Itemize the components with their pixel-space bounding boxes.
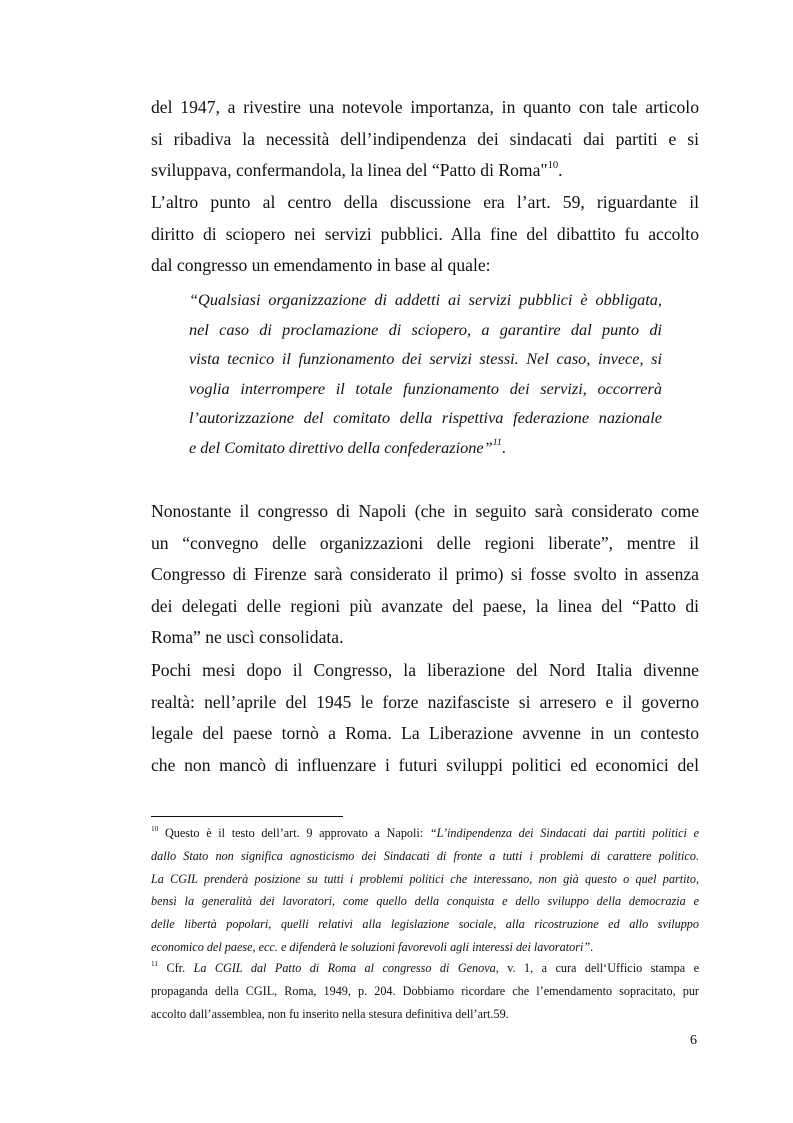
quote-line: nel caso di proclamazione di sciopero, a garantire dal punto di (189, 319, 662, 339)
text-line: che non mancò di influenzare i futuri sviluppi politici ed economici del (151, 754, 699, 775)
paragraph-1 (151, 92, 699, 187)
text-line: diritto di sciopero nei servizi pubblici. Alla fine del dibattito fu accolto (151, 223, 699, 244)
text-line: del 1947, a rivestire una notevole importanza, in quanto con tale articolo (151, 97, 699, 117)
block-quote (189, 285, 662, 463)
text-line: L’altro punto al centro della discussione era l’art. 59, riguardante il (151, 192, 699, 212)
text-span: . (558, 160, 563, 180)
text-line: un “convegno delle organizzazioni delle regioni liberate”, mentre il (151, 532, 699, 553)
text-line: Roma” ne uscì consolidata. (151, 627, 344, 647)
footnote-ref-10[interactable]: 10 (547, 159, 559, 171)
text-span: . (590, 939, 594, 954)
text-line (151, 155, 699, 187)
footnote-line (151, 936, 699, 959)
quote-line (189, 433, 662, 463)
text-span: , v. 1, a cura dell‘Ufficio stampa e (495, 961, 699, 975)
cited-title: La CGIL dal Patto di Roma al congresso di Genova (193, 961, 496, 975)
text-span: sviluppava, confermandola, la linea del “Patto di Roma" (151, 160, 548, 180)
quote-line: vista tecnico il funzionamento dei servizi stessi. Nel caso, invece, si (189, 349, 662, 369)
footnote-line: dallo Stato non significa agnosticismo dei Sindacati di fronte a tutti i problemi di carattere politico. (151, 848, 699, 863)
footnote-ref-11[interactable]: 11 (492, 437, 502, 449)
quote-line: l’autorizzazione del comitato della rispettiva federazione nazionale (189, 408, 662, 428)
paragraph-4 (151, 655, 699, 781)
footnote-line: La CGIL prenderà posizione su tutti i problemi politici che interessano, non già questo o quel partito, (151, 871, 699, 886)
text-line: si ribadiva la necessità dell’indipendenza dei sindacati dai partiti e si (151, 128, 699, 149)
footnote-line: bensì la generalità dei lavoratori, come quello della conquista e dello sviluppo della democrazia e (151, 894, 699, 909)
text-line: legale del paese tornò a Roma. La Liberazione avvenne in un contesto (151, 723, 699, 743)
page-number: 6 (690, 1033, 697, 1048)
text-span: “L’indipendenza dei Sindacati dai partiti politici e (429, 826, 699, 840)
text-line: dei delegati delle regioni più avanzate del paese, la linea del “Patto di (151, 595, 699, 616)
text-span: Questo è il testo dell’art. 9 approvato a Napoli: (158, 826, 430, 840)
text-line: Congresso di Firenze sarà considerato il primo) si fosse svolto in assenza (151, 564, 699, 584)
footnote-10 (151, 822, 699, 959)
text-span: Cfr. (158, 961, 194, 975)
footnote-number: 11 (151, 958, 159, 968)
paragraph-3 (151, 496, 699, 654)
quote-line: “Qualsiasi organizzazione di addetti ai servizi pubblici è obbligata, (189, 290, 662, 309)
quote-line: voglia interrompere il totale funzionamento dei servizi, occorrerà (189, 378, 662, 398)
paragraph-2 (151, 187, 699, 282)
footnote-number: 10 (151, 823, 159, 833)
text-span: economico del paese, ecc. e difenderà le soluzioni favorevoli agli interessi dei lavoratori” (151, 939, 591, 954)
footnote-line: propaganda della CGIL, Roma, 1949, p. 204. Dobbiamo ricordare che l’emendamento sopracitato, pur (151, 983, 699, 998)
footnote-line (151, 822, 699, 845)
text-line: dal congresso un emendamento in base al quale: (151, 255, 491, 275)
footnote-separator (151, 816, 343, 817)
footnote-11 (151, 957, 699, 1025)
footnote-line (151, 957, 699, 980)
text-span: . (501, 437, 506, 457)
footnote-line: delle libertà popolari, quelli relativi alla legislazione sociale, alla ricostruzione ed allo sviluppo (151, 917, 699, 932)
footnote-line: accolto dall’assemblea, non fu inserito nella stesura definitiva dell’art.59. (151, 1006, 509, 1021)
text-line: realtà: nell’aprile del 1945 le forze nazifasciste si arresero e il governo (151, 691, 699, 712)
text-line: Pochi mesi dopo il Congresso, la liberazione del Nord Italia divenne (151, 660, 699, 680)
text-span: e del Comitato direttivo della confederazione” (189, 437, 493, 457)
text-line: Nonostante il congresso di Napoli (che in seguito sarà considerato come (151, 501, 699, 521)
